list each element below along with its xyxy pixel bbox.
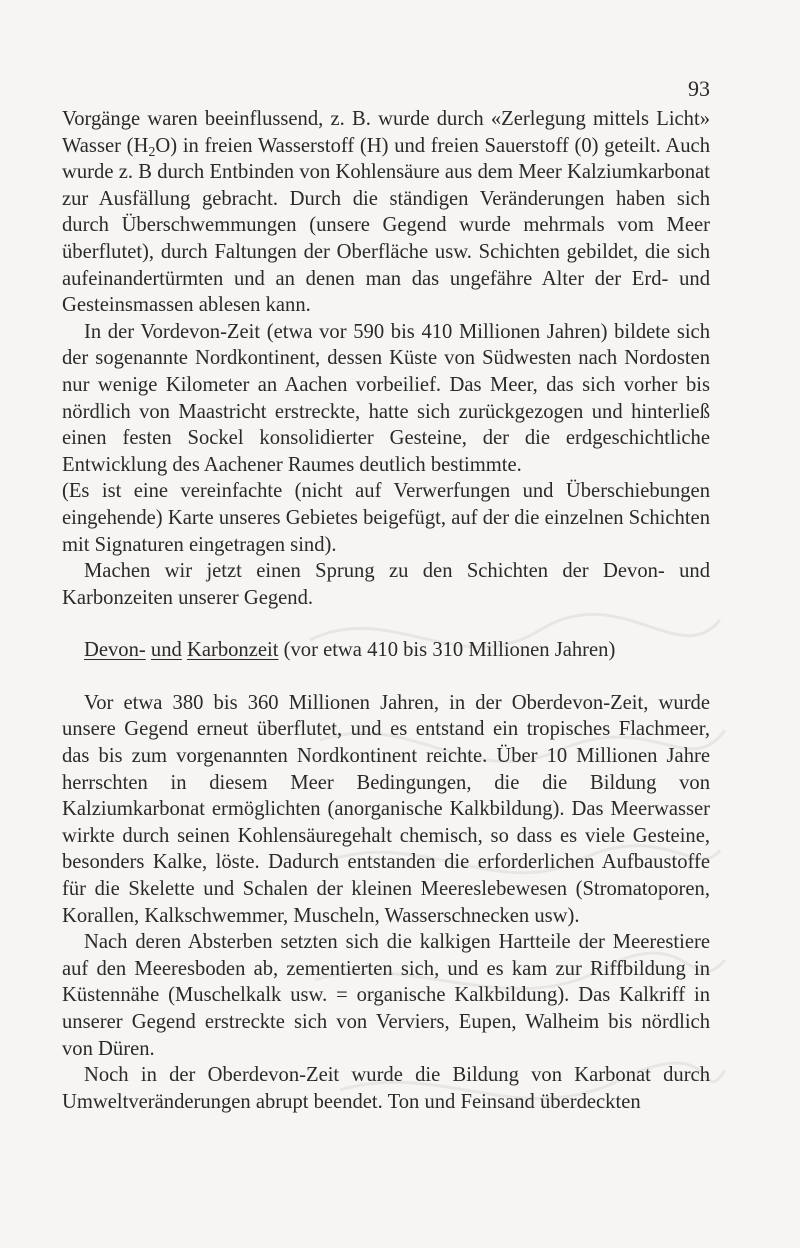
paragraph-3: (Es ist eine vereinfachte (nicht auf Verwerfungen und Überschiebungen eingehende) Karte unseres Gebietes beigefügt, auf der die einzelnen Schichten mit Signaturen eingetragen sind). [62,480,710,556]
heading-karbonzeit: Karbonzeit [186,639,279,662]
paragraph-4: Machen wir jetzt einen Sprung zu den Schichten der Devon- und Karbonzeiten unserer Gegend. [62,560,710,609]
heading-devon: Devon- [84,639,146,662]
paragraph-2: In der Vordevon-Zeit (etwa vor 590 bis 410 Millionen Jahren) bildete sich der sogenannte Nordkontinent, dessen Küste von Südwesten nach Nordosten nur wenige Kilometer an Aachen vorbeilief. Das Meer, das sich vorher bis nördlich von Maastricht erstreckte, hatte sich zurückgezogen und hinterließ einen festen Sockel konsolidierter Gesteine, der die erdgeschichtliche Entwicklung des Aachener Raumes deutlich bestimmte. [62,320,710,476]
section-heading [62,637,710,664]
heading-und: und [150,639,182,662]
subscript-2: 2 [148,144,156,160]
paragraph-1-text-a: Vorgänge waren beeinflussend, z. B. wurde durch «Zerlegung mittels Licht» Wasser (H [62,108,710,157]
paragraph-1-text-b: O) in freien Wasserstoff (H) und freien Sauerstoff (0) geteilt. Auch wurde z. B durch Entbinden von Kohlensäure aus dem Meer Kalziumkarbonat zur Ausfällung gebracht. Durch die ständigen Veränderungen haben sich durch Überschwemmungen (unsere Gegend wurde mehrmals vom Meer überflutet), durch Faltungen der Oberfläche usw. Schichten gebildet, die sich aufeinandertürmten und an denen man das ungefähre Alter der Erd- und Gesteinsmassen ablesen kann. [62,134,710,317]
paragraph-1 [62,106,710,319]
page-number: 93 [688,76,710,101]
paragraph-5: Vor etwa 380 bis 360 Millionen Jahren, in der Oberdevon-Zeit, wurde unsere Gegend erneut überflutet, und es entstand ein tropisches Flachmeer, das bis zum vorgenannten Nordkontinent reichte. Über 10 Millionen Jahre herrschten in diesem Meer Bedingungen, die die Bildung von Kalziumkarbonat ermöglichten (anorganische Kalkbildung). Das Meerwasser wirkte durch seinen Kohlensäuregehalt chemisch, so dass es viele Gesteine, besonders Kalke, löste. Dadurch entstanden die erforderlichen Aufbaustoffe für die Skelette und Schalen der kleinen Meereslebewesen (Stromatoporen, Korallen, Kalkschwemmer, Muscheln, Wasserschnecken usw). [62,691,710,927]
body-text [62,106,710,1115]
paragraph-7: Noch in der Oberdevon-Zeit wurde die Bildung von Karbonat durch Umweltveränderungen abrupt beendet. Ton und Feinsand überdeckten [62,1064,710,1113]
paragraph-6: Nach deren Absterben setzten sich die kalkigen Hartteile der Meerestiere auf den Meeresboden ab, zementierten sich, und es kam zur Riffbildung in Küstennähe (Muschelkalk usw. = organische Kalkbildung). Das Kalkriff in unserer Gegend erstreckte sich von Verviers, Eupen, Walheim bis nördlich von Düren. [62,931,710,1060]
heading-rest: (vor etwa 410 bis 310 Millionen Jahren) [278,639,616,662]
